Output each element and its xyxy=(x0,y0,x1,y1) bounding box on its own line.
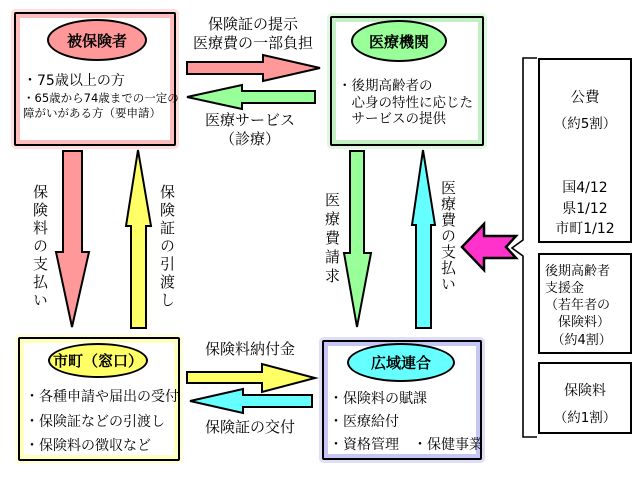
node-insured xyxy=(14,12,179,146)
node-insured-title xyxy=(47,19,147,61)
label-city-to-insured: 保険証の引渡し xyxy=(158,184,176,310)
funding-support-line3: （若年者の xyxy=(545,298,611,313)
label-insured-to-medical-line1: 保険証の提示 xyxy=(207,15,298,33)
node-union xyxy=(322,340,482,460)
funding-public-detail2: 県1/12 xyxy=(562,201,608,217)
label-union-to-city: 保険証の交付 xyxy=(204,418,295,436)
funding-public-detail3: 市町1/12 xyxy=(555,221,615,237)
funding-public-detail1: 国4/12 xyxy=(562,180,608,196)
label-insured-to-city: 保険料の支払い xyxy=(31,184,49,310)
funding-support-line2: 支援金 xyxy=(545,281,585,296)
node-insured-title-text: 被保険者 xyxy=(66,31,127,50)
funding-support-line5: （約4割） xyxy=(545,333,612,348)
funding-public-share: （約5割） xyxy=(553,116,617,132)
funding-public-name: 公費 xyxy=(570,90,600,106)
node-medical-title xyxy=(351,20,447,62)
node-union-title xyxy=(347,343,455,382)
label-insured-to-medical-line2: 医療費の一部負担 xyxy=(192,34,313,52)
arrow-medical-to-insured xyxy=(187,85,315,109)
arrow-insured-to-city xyxy=(56,151,89,327)
node-insured-line2: ・65歳から74歳までの一定の xyxy=(23,91,179,105)
label-medical-to-insured xyxy=(180,111,320,149)
funding-premium-box xyxy=(538,362,632,434)
funding-support-box xyxy=(538,253,632,354)
node-city-line2: ・保険証などの引渡し xyxy=(25,414,165,430)
arrow-city-to-insured xyxy=(126,150,151,328)
arrow-medical-to-union xyxy=(344,151,371,327)
funding-premium-name: 保険料 xyxy=(564,383,606,399)
funding-support-line4: 保険料） xyxy=(545,315,611,330)
node-city-title-text: 市町（窓口） xyxy=(52,352,143,370)
node-city-line1: ・各種申請や届出の受付 xyxy=(25,389,179,405)
funding-public-box xyxy=(538,58,632,243)
node-union-line1: ・保険料の賦課 xyxy=(329,391,427,407)
funding-support-line1: 後期高齢者 xyxy=(545,264,611,279)
label-medical-to-insured-line2: （診療） xyxy=(219,130,280,148)
node-medical-line3: サービスの提供 xyxy=(338,111,446,127)
arrow-insured-to-medical xyxy=(187,55,320,81)
node-medical xyxy=(330,16,484,146)
arrow-union-to-city xyxy=(190,389,312,413)
funding-bracket xyxy=(512,58,537,437)
node-insured-line1: ・75歳以上の方 xyxy=(23,73,125,89)
node-insured-line3: 障がいがある方（要申請） xyxy=(23,106,161,120)
label-medical-to-union: 医療費請求 xyxy=(323,192,341,287)
node-union-line2: ・医療給付 xyxy=(329,414,399,430)
node-city-line3: ・保険料の徴収など xyxy=(25,438,151,454)
label-union-to-medical: 医療費の支払い xyxy=(439,180,457,292)
node-medical-line1: ・後期高齢者の xyxy=(338,78,433,94)
label-insured-to-medical xyxy=(180,15,326,53)
node-union-line3: ・資格管理 ・保健事業 xyxy=(329,437,483,453)
arrow-funding-payment xyxy=(462,224,516,270)
arrow-union-to-medical xyxy=(412,150,435,328)
label-medical-to-insured-line1: 医療サービス xyxy=(204,111,295,129)
node-medical-title-text: 医療機関 xyxy=(368,32,429,51)
node-medical-line2: 心身の特性に応じた xyxy=(338,95,473,111)
node-city-title xyxy=(48,343,148,378)
node-city xyxy=(18,337,180,461)
funding-premium-share: （約1割） xyxy=(553,410,617,426)
arrow-city-to-union xyxy=(187,364,315,392)
node-union-title-text: 広域連合 xyxy=(370,354,431,372)
label-city-to-union: 保険料納付金 xyxy=(204,340,295,358)
